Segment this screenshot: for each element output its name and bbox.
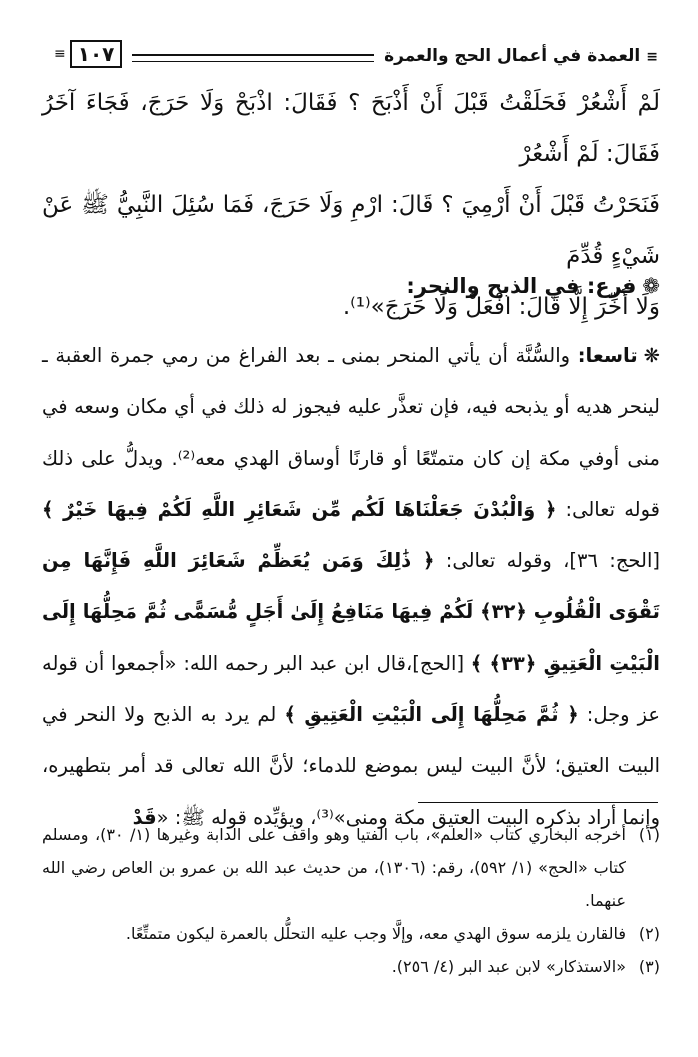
footnote-text: أخرجه البخاري كتاب «العلم»، باب الفتيا وهو واقف على الدابة وغيرها (١/ ٣٠)، ومسلم كتاب «الحج» (١/ ٥٩٢)، رقم: (١٣٠٦)، من حديث عبد الله بن عمرو بن العاص رضي الله عنهما. [42, 825, 627, 910]
paragraph-text: [الحج: ٣٦]، وقوله تعالى: [434, 549, 660, 573]
asterisk-icon: ❋ [643, 344, 660, 367]
page-header [54, 42, 658, 70]
title-bars-icon: ≡ [646, 49, 658, 65]
page-number-bars-icon: ≡ [54, 46, 66, 62]
paragraph-text: والسُّنَّة أن يأتي المنحر بمنى ـ بعد الفراغ من رمي جمرة العقبة ـ لينحر هديه أو يذبحه فيه، فإن تعذَّر عليه فيجوز له ذلك في أي مكان وسعه في منى أوفي مكة إن كان متمتّعًا أو قارنًا أوساق الهدي معه⁽²⁾. ويدلُّ على ذلك قوله تعالى: [42, 344, 661, 521]
quran-verse: ﴿ وَالْبُدْنَ جَعَلْنَاهَا لَكُم مِّن شَعَائِرِ اللَّهِ لَكُمْ فِيهَا خَيْرٌ ﴾ [42, 497, 557, 521]
hadith-line: فَنَحَرْتُ قَبْلَ أَنْ أَرْمِيَ ؟ قَالَ: ارْمِ وَلَا حَرَجَ، فَمَا سُئِلَ النَّبِيُّ ﷺ عَنْ شَيْءٍ قُدِّمَ [42, 192, 660, 269]
footnote-rule [418, 802, 658, 803]
section-heading-text: فرع: في الذبح والنحر: [406, 274, 637, 298]
hadith-line: لَمْ أَشْعُرْ فَحَلَقْتُ قَبْلَ أَنْ أَذْبَحَ ؟ فَقَالَ: اذْبَحْ وَلَا حَرَجَ، فَجَاءَ آخَرُ فَقَالَ: لَمْ أَشْعُرْ [42, 90, 660, 167]
running-title: ≡العمدة في أعمال الحج والعمرة [384, 46, 658, 66]
paragraph-text: [الحج]،قال ابن عبد البر رحمه الله: «أجمعوا أن قوله عز وجل: [42, 651, 660, 727]
footnote-number: (١) [638, 825, 660, 844]
page-number-value: ١٠٧ [70, 40, 123, 68]
quran-verse: ﴿ ثُمَّ مَحِلُّهَا إِلَى الْبَيْتِ الْعَتِيقِ ﴾ [284, 703, 579, 727]
section-heading [42, 266, 660, 306]
paragraph-text: لم يرد به الذبح ولا النحر في البيت العتيق؛ لأنَّ البيت ليس بموضع للدماء؛ لأنَّ الله تعالى قد أمر بتطهيره، وإنما أراد بذكره البيت العتيق مكة ومنى»⁽³⁾، ويؤيِّده قوله ﷺ: « [42, 703, 660, 829]
footnote-number: (٣) [638, 957, 660, 976]
footnotes [42, 818, 660, 983]
main-paragraph [42, 330, 660, 843]
footnote-text: «الاستذكار» لابن عبد البر (٤/ ٢٥٦). [391, 957, 626, 976]
hadith-line: وَلَا أُخِّرَ إِلَّا قَالَ: افْعَلْ وَلَا حَرَجَ»⁽¹⁾. [342, 294, 660, 320]
footnote [42, 917, 660, 950]
footnote-number: (٢) [638, 924, 660, 943]
footnote [42, 818, 660, 917]
quran-verse: ﴿ ذَٰلِكَ وَمَن يُعَظِّمْ شَعَائِرَ اللَّهِ فَإِنَّهَا مِن تَقْوَى الْقُلُوبِ ﴿٣٢﴾ لَكُمْ فِيهَا مَنَافِعُ إِلَىٰ أَجَلٍ مُّسَمًّى ثُمَّ مَحِلُّهَا إِلَى الْبَيْتِ الْعَتِيقِ ﴿٣٣﴾ ﴾ [42, 549, 661, 675]
footnote [42, 950, 660, 983]
header-rule [132, 54, 374, 62]
paragraph-label: تاسعا: [577, 344, 638, 367]
quran-verse: قَدْ [132, 805, 157, 829]
flower-icon: ❁ [642, 274, 660, 298]
page-number [54, 40, 122, 70]
footnote-text: فالقارن يلزمه سوق الهدي معه، وإلَّا وجب عليه التحلُّل بالعمرة ليكون متمتِّعًا. [125, 924, 626, 943]
